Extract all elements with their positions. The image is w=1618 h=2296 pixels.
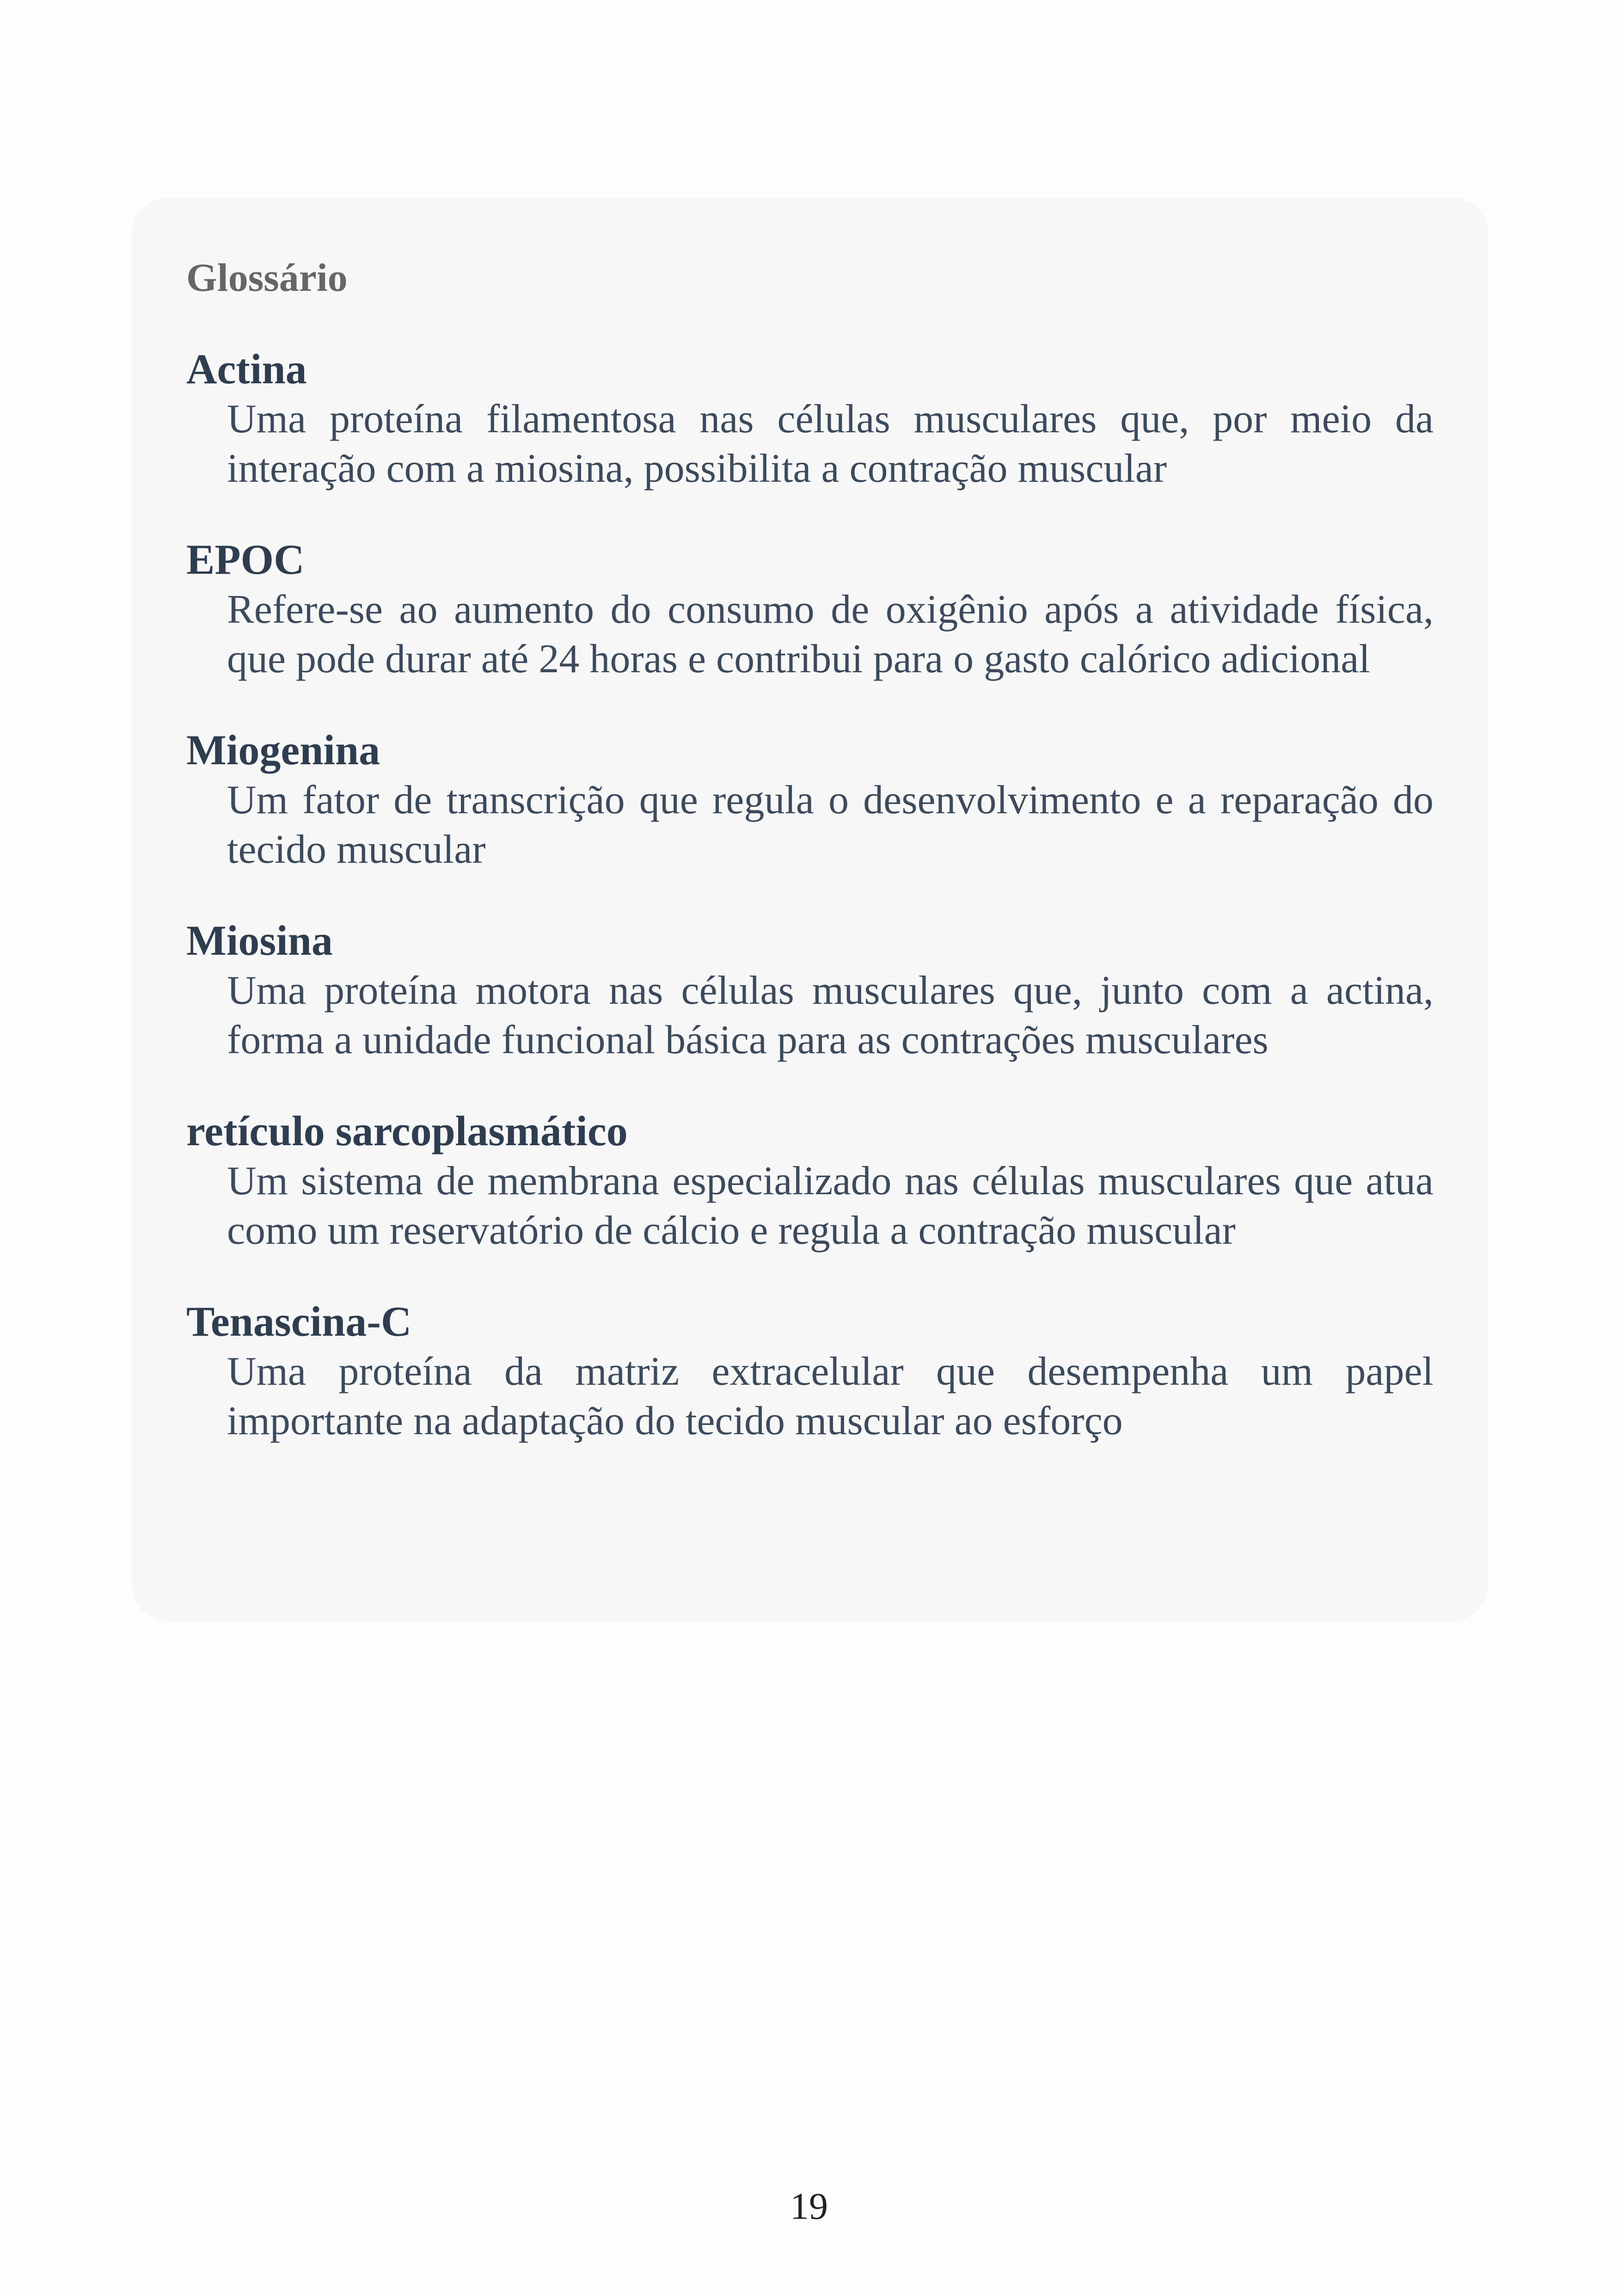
page-number: 19 [790,2185,828,2227]
glossary-term: Actina [186,345,307,393]
glossary-entry [186,344,1434,493]
glossary-term: Tenascina-C [186,1298,412,1345]
glossary-box [132,197,1488,1621]
glossary-entry [186,915,1434,1065]
glossary-definition: Uma proteína motora nas células musculares que, junto com a actina, forma a unidade funcional básica para as contrações musculares [227,968,1434,1062]
glossary-entry [186,724,1434,874]
glossary-term: retículo sarcoplasmático [186,1107,628,1154]
glossary-definition: Um sistema de membrana especializado nas células musculares que atua como um reservatório de cálcio e regula a contração muscular [227,1159,1434,1253]
glossary-term: Miosina [186,917,333,964]
glossary-entry [186,1105,1434,1255]
glossary-definition: Refere-se ao aumento do consumo de oxigênio após a atividade física, que pode durar até 24 horas e contribui para o gasto calórico adicional [227,587,1434,681]
glossary-definition: Uma proteína filamentosa nas células musculares que, por meio da interação com a miosina, possibilita a contração muscular [227,397,1434,491]
glossary-entry [186,1296,1434,1446]
glossary-definition: Um fator de transcrição que regula o desenvolvimento e a reparação do tecido muscular [227,778,1434,872]
glossary-term: Miogenina [186,726,380,774]
glossary-term: EPOC [186,536,305,583]
glossary-title: Glossário [186,255,348,300]
glossary-entry [186,534,1434,684]
glossary-definition: Uma proteína da matriz extracelular que desempenha um papel importante na adaptação do tecido muscular ao esforço [227,1349,1434,1443]
